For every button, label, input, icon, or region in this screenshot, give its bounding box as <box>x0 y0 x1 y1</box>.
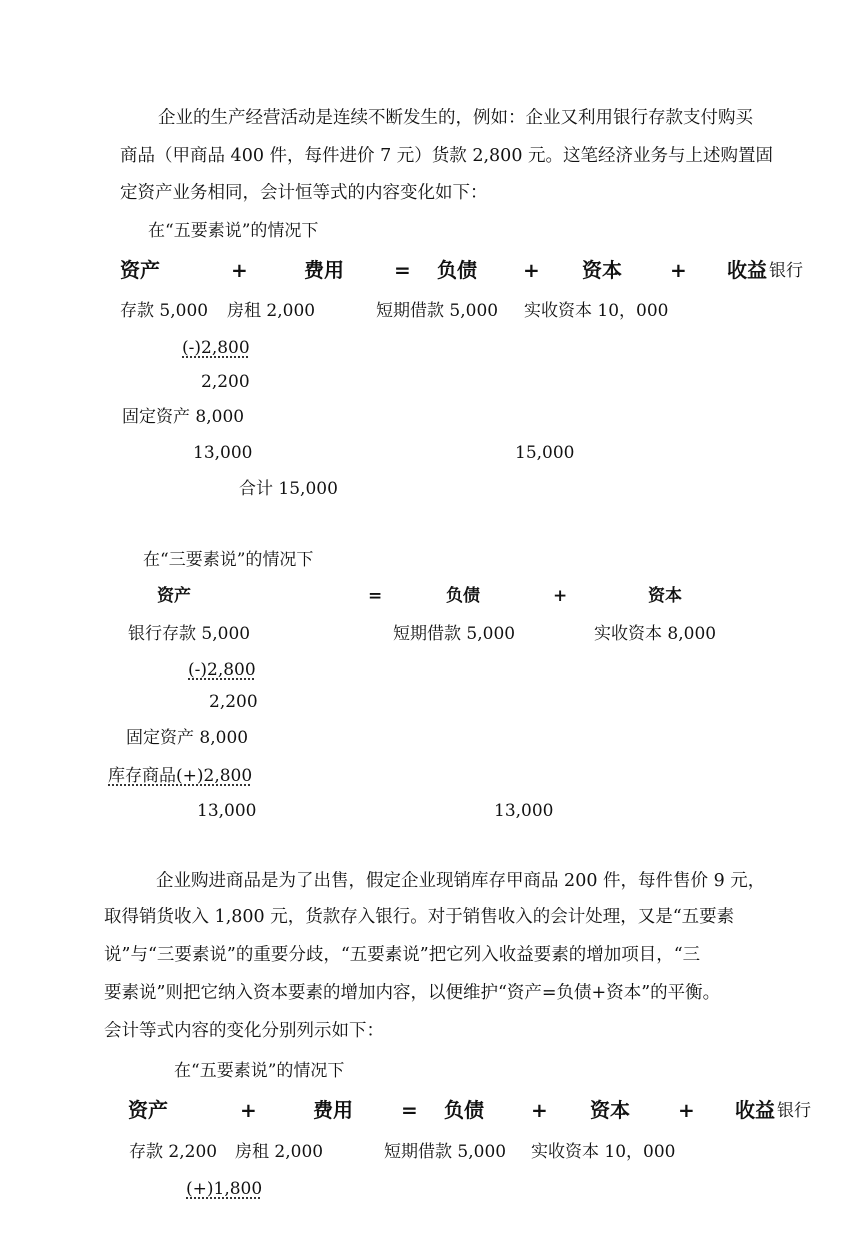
s2-balance: 2,200 <box>209 692 258 712</box>
s3-rent: 房租 2,000 <box>235 1142 324 1162</box>
s2-sum-left: 13,000 <box>197 801 257 821</box>
header-tail-text: 银行 <box>769 261 803 281</box>
header-capital: 资本 <box>582 258 622 282</box>
s2-fixed-assets: 固定资产 8,000 <box>126 728 249 748</box>
s3-header-income: 收益 <box>735 1098 775 1122</box>
s2-paid-in-capital: 实收资本 8,000 <box>594 624 717 644</box>
s1-balance: 2,200 <box>201 372 250 392</box>
s3-header-plus-3: + <box>678 1098 695 1122</box>
s2-decrease: (-)2,800 <box>188 660 256 680</box>
section-1-heading: 在“五要素说”的情况下 <box>148 221 319 241</box>
paragraph-2-line-4: 要素说”则把它纳入资本要素的增加内容，以便维护“资产=负债+资本”的平衡。 <box>104 983 721 1003</box>
s3-header-expense: 费用 <box>313 1098 353 1122</box>
s1-total: 合计 15,000 <box>239 479 338 499</box>
s1-sum-right: 15,000 <box>515 443 575 463</box>
header-equals: = <box>394 258 411 282</box>
s1-bank-deposit: 存款 5,000 <box>120 301 209 321</box>
s2-sum-right: 13,000 <box>494 801 554 821</box>
s1-decrease: (-)2,800 <box>182 338 250 358</box>
s3-increase: (+)1,800 <box>186 1179 263 1199</box>
s3-paid-in-capital: 实收资本 10，000 <box>531 1142 676 1162</box>
paragraph-2-line-5: 会计等式内容的变化分别列示如下： <box>104 1021 384 1041</box>
s2-short-term-loan: 短期借款 5,000 <box>393 624 516 644</box>
paragraph-1-line-3: 定资产业务相同，会计恒等式的内容变化如下： <box>120 183 488 203</box>
paragraph-2-line-2: 取得销货收入 1,800 元，货款存入银行。对于销售收入的会计处理，又是“五要素 <box>104 907 735 927</box>
s1-fixed-assets: 固定资产 8,000 <box>122 407 245 427</box>
header-plus-3: + <box>670 258 687 282</box>
s1-rent: 房租 2,000 <box>227 301 316 321</box>
section-3-heading: 在“五要素说”的情况下 <box>174 1061 345 1081</box>
header-income: 收益 <box>727 258 767 282</box>
header-plus-1: + <box>231 258 248 282</box>
s1-paid-in-capital: 实收资本 10，000 <box>524 301 669 321</box>
s2-bank-deposit: 银行存款 5,000 <box>128 624 251 644</box>
paragraph-2-line-3: 说”与“三要素说”的重要分歧，“五要素说”把它列入收益要素的增加项目，“三 <box>104 945 701 965</box>
s1-sum-left: 13,000 <box>193 443 253 463</box>
s3-header-plus-1: + <box>240 1098 257 1122</box>
s3-header-equals: = <box>401 1098 418 1122</box>
paragraph-2-line-1: 企业购进商品是为了出售，假定企业现销库存甲商品 200 件，每件售价 9 元， <box>156 871 766 891</box>
s3-header-plus-2: + <box>531 1098 548 1122</box>
s2-header-equals: = <box>368 586 383 606</box>
s3-header-assets: 资产 <box>128 1098 168 1122</box>
paragraph-1-line-2: 商品（甲商品 400 件，每件进价 7 元）货款 2,800 元。这笔经济业务与上述购置固 <box>120 146 774 166</box>
section-2-heading: 在“三要素说”的情况下 <box>143 550 314 570</box>
s3-bank-deposit: 存款 2,200 <box>129 1142 218 1162</box>
s3-header-tail-text: 银行 <box>777 1101 811 1121</box>
s2-header-capital: 资本 <box>648 586 682 606</box>
s1-short-term-loan: 短期借款 5,000 <box>376 301 499 321</box>
header-liability: 负债 <box>437 258 477 282</box>
header-assets: 资产 <box>120 258 160 282</box>
s2-header-plus: + <box>553 586 568 606</box>
paragraph-1-line-1: 企业的生产经营活动是连续不断发生的，例如：企业又利用银行存款支付购买 <box>158 108 753 128</box>
header-plus-2: + <box>523 258 540 282</box>
s3-header-liability: 负债 <box>444 1098 484 1122</box>
s3-header-capital: 资本 <box>590 1098 630 1122</box>
s3-short-term-loan: 短期借款 5,000 <box>384 1142 507 1162</box>
s2-inventory: 库存商品(+)2,800 <box>108 766 253 786</box>
s2-header-liability: 负债 <box>446 586 480 606</box>
header-expense: 费用 <box>304 258 344 282</box>
s2-header-assets: 资产 <box>157 586 191 606</box>
